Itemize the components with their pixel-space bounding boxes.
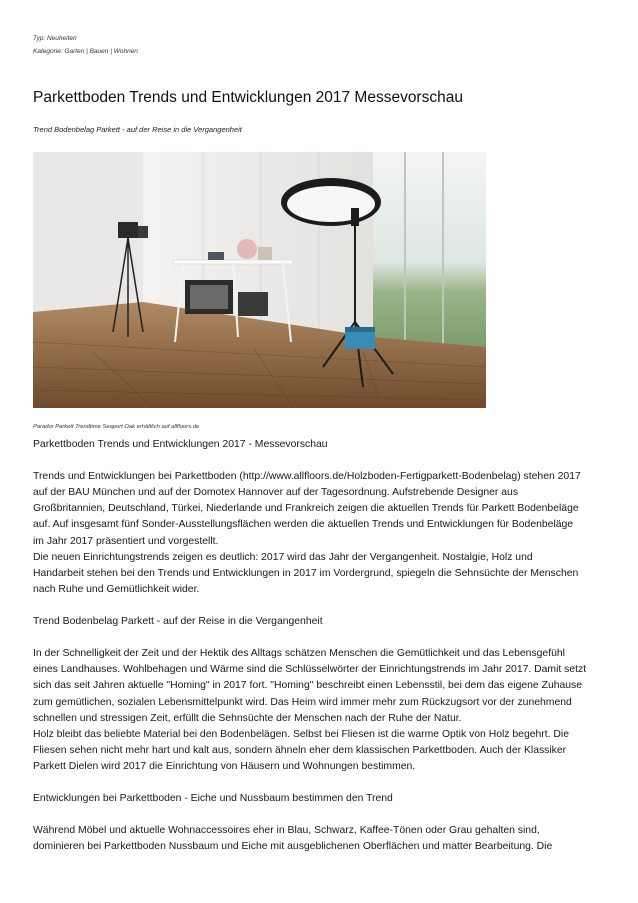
- text-line: nach Ruhe und Gemütlichkeit wider.: [33, 583, 200, 595]
- text-line: auf der BAU München und auf der Domotex Hannover auf der Tagesordnung. Aufstrebende Designer aus: [33, 487, 519, 499]
- text-line: schnellen und stressigen Zeit, erfüllt die Sehnsüchte der Menschen nach der Ruhe der Natur.: [33, 712, 462, 724]
- text-line: dominieren bei Parkettboden Nussbaum und Eiche mit ausgeblichenen Oberflächen und matter Bearbeitung. Die: [33, 841, 553, 853]
- section-heading: Trend Bodenbelag Parkett - auf der Reise in die Vergangenheit: [33, 616, 323, 628]
- paragraph: [33, 823, 608, 855]
- text-line: Trends und Entwicklungen bei Parkettboden (http://www.allfloors.de/Holzboden-Fertigparkett-Bodenbelag) stehen 2017: [33, 471, 581, 483]
- paragraph: [33, 646, 608, 775]
- article-subtitle: Trend Bodenbelag Parkett - auf der Reise in die Vergangenheit: [33, 125, 242, 134]
- photo-caption: Parador Parkett Trendtime Seaport Oak erhältlich auf allfloors.de: [33, 424, 200, 430]
- text-line: Während Möbel und aktuelle Wohnaccessoires eher in Blau, Schwarz, Kaffee-Tönen oder Grau gehalten sind,: [33, 825, 540, 837]
- text-line: eines Landhauses. Wohlbehagen und Wärme sind die Schlüsselwörter der Einrichtungstrends im Jahr 2017. Damit setzt: [33, 664, 587, 676]
- text-line: Parkett Dielen wird 2017 die Einrichtung von Häusern und Wohnungen bestimmen.: [33, 760, 416, 772]
- paragraph: [33, 469, 608, 598]
- text-line: Großbritannien, Deutschland, Türkei, Niederlande und Frankreich zeigen die aktuellen Trends für Parkett Bodenbeläge: [33, 503, 579, 515]
- text-line: Holz bleibt das beliebte Material bei den Bodenbelägen. Selbst bei Fliesen ist die warme Optik von Holz begehrt. Die: [33, 728, 569, 740]
- section-heading: Parkettboden Trends und Entwicklungen 2017 - Messevorschau: [33, 439, 328, 450]
- text-line: im Jahr 2017 präsentiert und vorgestellt.: [33, 535, 219, 547]
- text-line: auf. Auf insgesamt fünf Sonder-Ausstellungsflächen werden die aktuellen Trends und Entwicklungen für Bodenbeläge: [33, 519, 574, 531]
- text-line: Handarbeit stehen bei den Trends und Entwicklungen in 2017 im Vordergrund, spiegeln die Sehnsüchte der Menschen: [33, 567, 579, 579]
- page-title: Parkettboden Trends und Entwicklungen 2017 Messevorschau: [33, 89, 463, 106]
- text-line: sich das seit Jahren aktuelle "Homing" in 2017 fort. "Homing" beschreibt einen Lebensstil, bei dem das eigene Zuhause: [33, 680, 583, 692]
- article-photo: [33, 152, 486, 408]
- article-type: Typ: Neuheiten: [33, 35, 77, 42]
- article-body: [33, 437, 608, 855]
- section-heading: Entwicklungen bei Parkettboden - Eiche und Nussbaum bestimmen den Trend: [33, 793, 393, 805]
- text-line: zum gemütlichen, sozialen Lebensmittelpunkt wird. Das Heim wird immer mehr zum Rückzugsort vor der zunehmend: [33, 696, 572, 708]
- article-category: Kategorie: Garten | Bauen | Wohnen: [33, 48, 138, 55]
- text-line: Fliesen sehen nicht mehr hart und kalt aus, sondern ähneln eher dem klassischen Parkettboden. Auch der Klassiker: [33, 744, 567, 756]
- text-line: Die neuen Einrichtungstrends zeigen es deutlich: 2017 wird das Jahr der Vergangenheit. Nostalgie, Holz und: [33, 551, 533, 563]
- text-line: In der Schnelligkeit der Zeit und der Hektik des Alltags schätzen Menschen die Gemütlichkeit und das Lebensgefühl: [33, 648, 565, 660]
